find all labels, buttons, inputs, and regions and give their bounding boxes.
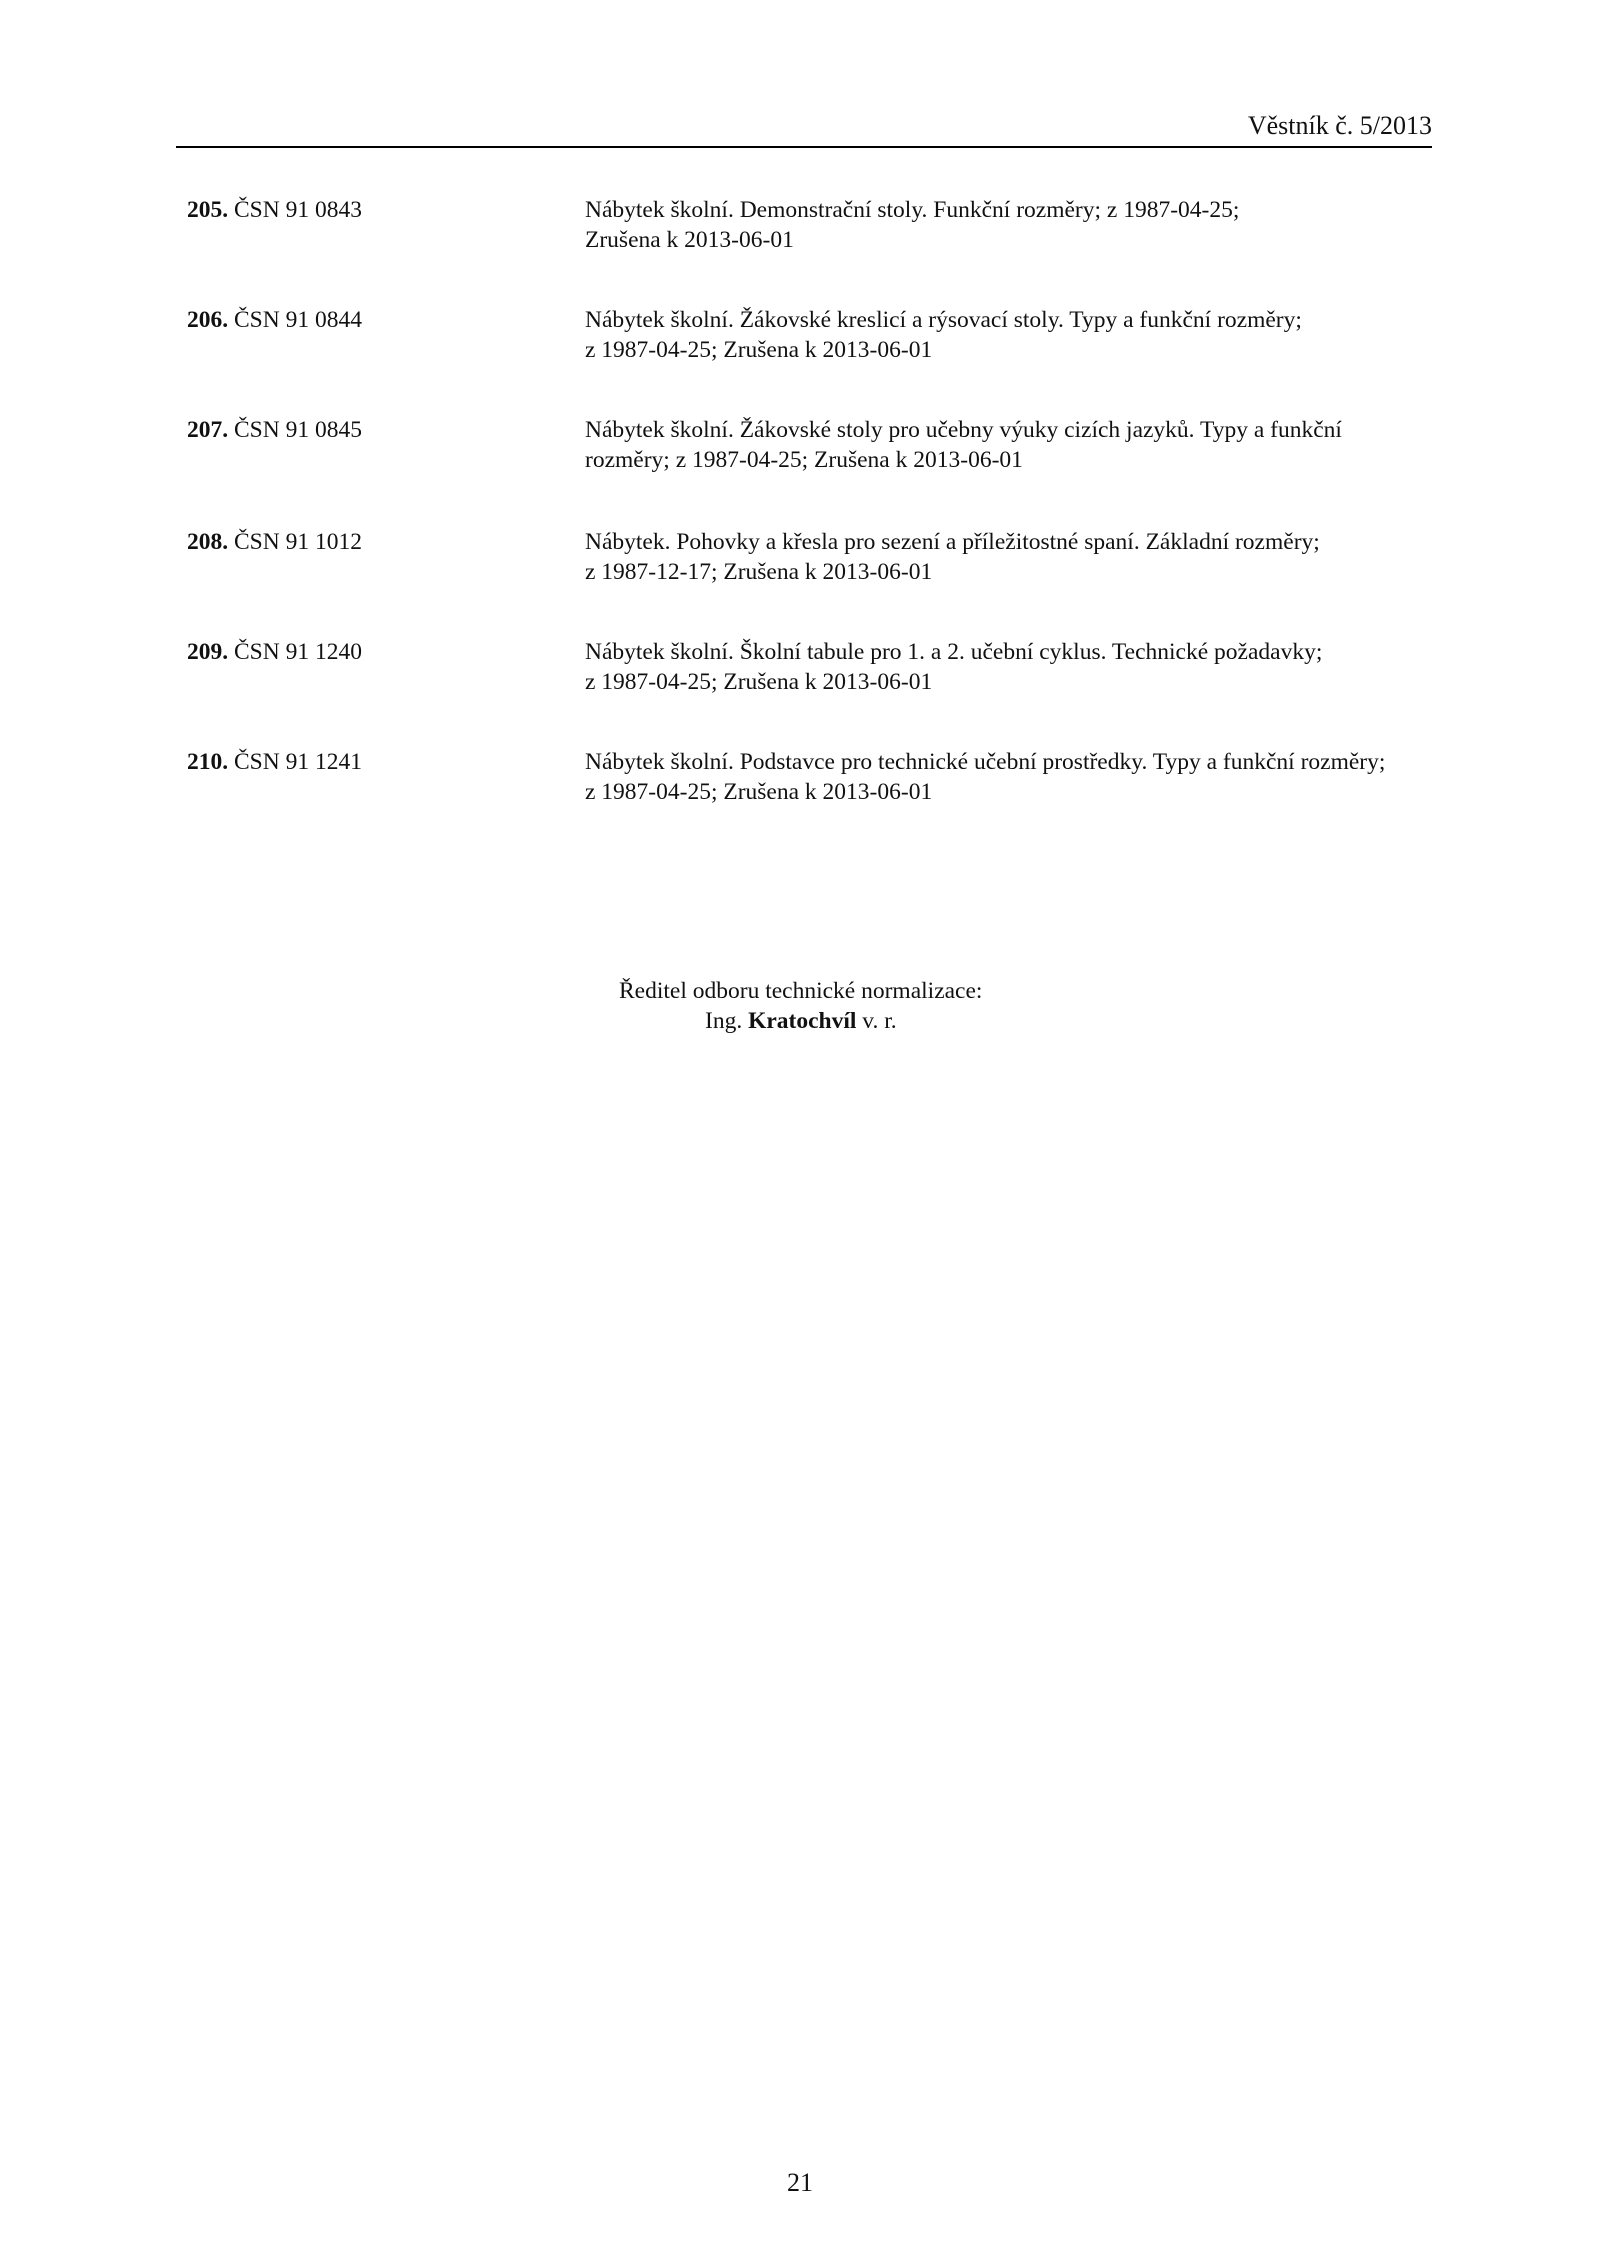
entry-identifier — [187, 195, 362, 225]
page-number: 21 — [787, 2168, 813, 2197]
standard-code: ČSN 91 1012 — [234, 529, 362, 555]
signatory-surname: Kratochvíl — [748, 1008, 857, 1034]
entry-number: 208. — [187, 529, 229, 555]
signatory-role: Ředitel odboru technické normalizace: — [619, 978, 983, 1004]
signatory-title: Ing. — [705, 1008, 743, 1034]
page-header — [176, 108, 1432, 148]
description-line: rozměry; z 1987-04-25; Zrušena k 2013-06-01 — [585, 447, 1023, 473]
signatory-suffix: v. r. — [862, 1008, 897, 1034]
entry-number: 205. — [187, 197, 229, 223]
description-line: z 1987-04-25; Zrušena k 2013-06-01 — [585, 779, 933, 805]
description-line: Nábytek školní. Školní tabule pro 1. a 2. učební cyklus. Technické požadavky; — [585, 639, 1323, 665]
standard-code: ČSN 91 1240 — [234, 639, 362, 665]
entry-number: 209. — [187, 639, 229, 665]
description-line: Nábytek. Pohovky a křesla pro sezení a příležitostné spaní. Základní rozměry; — [585, 529, 1320, 555]
description-line: z 1987-12-17; Zrušena k 2013-06-01 — [585, 559, 933, 585]
entry-description — [585, 305, 1435, 365]
standard-code: ČSN 91 0844 — [234, 307, 362, 333]
description-line: Nábytek školní. Žákovské kreslicí a rýsovací stoly. Typy a funkční rozměry; — [585, 307, 1302, 333]
signatory-name — [619, 1006, 982, 1036]
standard-code: ČSN 91 0843 — [234, 197, 362, 223]
description-line: Nábytek školní. Demonstrační stoly. Funkční rozměry; z 1987-04-25; — [585, 197, 1240, 223]
entry-identifier — [187, 415, 362, 445]
standard-code: ČSN 91 1241 — [234, 749, 362, 775]
description-line: Nábytek školní. Podstavce pro technické učební prostředky. Typy a funkční rozměry; — [585, 749, 1386, 775]
standard-code: ČSN 91 0845 — [234, 417, 362, 443]
entry-number: 206. — [187, 307, 229, 333]
entry-identifier — [187, 527, 362, 557]
description-line: Nábytek školní. Žákovské stoly pro učebny výuky cizích jazyků. Typy a funkční — [585, 417, 1342, 443]
description-line: z 1987-04-25; Zrušena k 2013-06-01 — [585, 669, 933, 695]
entry-description — [585, 415, 1435, 475]
entry-description — [585, 195, 1435, 255]
entry-identifier — [187, 747, 362, 777]
description-line: Zrušena k 2013-06-01 — [585, 227, 794, 253]
journal-issue-title: Věstník č. 5/2013 — [1247, 111, 1432, 140]
signature-block — [619, 976, 982, 1036]
entry-description — [585, 527, 1435, 587]
description-line: z 1987-04-25; Zrušena k 2013-06-01 — [585, 337, 933, 363]
entry-number: 207. — [187, 417, 229, 443]
entry-identifier — [187, 305, 362, 335]
entry-number: 210. — [187, 749, 229, 775]
entry-identifier — [187, 637, 362, 667]
entry-description — [585, 637, 1435, 697]
entry-description — [585, 747, 1435, 807]
